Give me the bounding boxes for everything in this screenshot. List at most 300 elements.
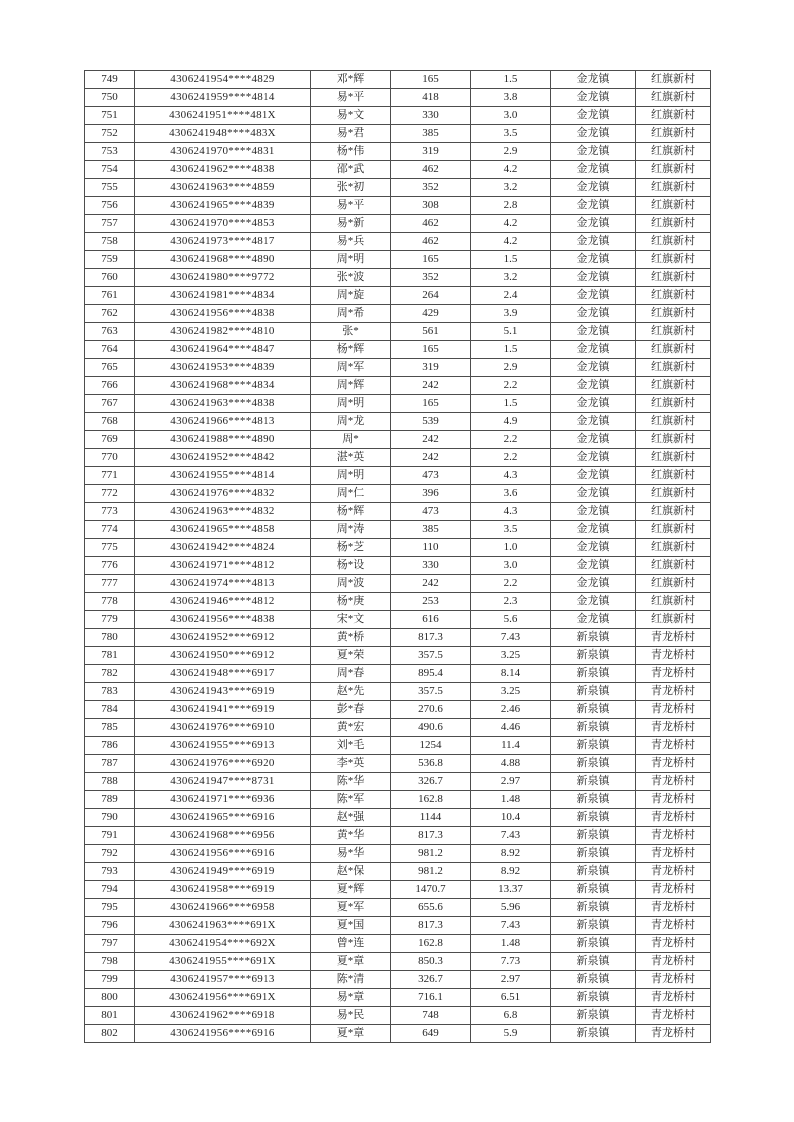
cell-id-number: 4306241988****4890 [135,431,311,449]
cell-village: 青龙桥村 [636,971,711,989]
cell-id-number: 4306241963****4838 [135,395,311,413]
cell-row-number: 771 [85,467,135,485]
cell-amount: 162.8 [391,935,471,953]
cell-amount: 817.3 [391,827,471,845]
cell-person-name: 周*明 [311,395,391,413]
cell-person-name: 李*英 [311,755,391,773]
cell-amount: 110 [391,539,471,557]
cell-town: 新泉镇 [551,1007,636,1025]
cell-town: 新泉镇 [551,989,636,1007]
cell-town: 金龙镇 [551,413,636,431]
cell-id-number: 4306241966****4813 [135,413,311,431]
cell-person-name: 邓*辉 [311,71,391,89]
cell-id-number: 4306241981****4834 [135,287,311,305]
cell-amount: 308 [391,197,471,215]
cell-village: 青龙桥村 [636,881,711,899]
cell-id-number: 4306241949****6919 [135,863,311,881]
cell-town: 金龙镇 [551,359,636,377]
cell-village: 青龙桥村 [636,629,711,647]
table-row [85,161,711,179]
cell-rate: 4.3 [471,503,551,521]
cell-town: 金龙镇 [551,179,636,197]
cell-town: 金龙镇 [551,161,636,179]
cell-id-number: 4306241973****4817 [135,233,311,251]
cell-row-number: 801 [85,1007,135,1025]
cell-town: 新泉镇 [551,935,636,953]
cell-person-name: 陈*军 [311,791,391,809]
cell-row-number: 773 [85,503,135,521]
cell-row-number: 770 [85,449,135,467]
cell-village: 红旗新村 [636,359,711,377]
cell-id-number: 4306241968****6956 [135,827,311,845]
cell-rate: 13.37 [471,881,551,899]
cell-village: 红旗新村 [636,395,711,413]
cell-village: 红旗新村 [636,71,711,89]
cell-amount: 396 [391,485,471,503]
cell-rate: 7.43 [471,827,551,845]
cell-amount: 649 [391,1025,471,1043]
table-row [85,449,711,467]
cell-id-number: 4306241953****4839 [135,359,311,377]
cell-village: 红旗新村 [636,575,711,593]
cell-town: 金龙镇 [551,71,636,89]
table-row [85,899,711,917]
cell-village: 青龙桥村 [636,683,711,701]
cell-amount: 490.6 [391,719,471,737]
cell-row-number: 756 [85,197,135,215]
cell-village: 青龙桥村 [636,845,711,863]
cell-amount: 981.2 [391,863,471,881]
cell-id-number: 4306241970****4831 [135,143,311,161]
cell-person-name: 赵*强 [311,809,391,827]
cell-amount: 655.6 [391,899,471,917]
cell-town: 新泉镇 [551,863,636,881]
cell-row-number: 754 [85,161,135,179]
cell-person-name: 夏*章 [311,953,391,971]
cell-village: 红旗新村 [636,125,711,143]
cell-id-number: 4306241956****6916 [135,1025,311,1043]
cell-person-name: 周*明 [311,251,391,269]
cell-row-number: 774 [85,521,135,539]
cell-town: 金龙镇 [551,611,636,629]
cell-rate: 2.8 [471,197,551,215]
cell-amount: 418 [391,89,471,107]
cell-id-number: 4306241980****9772 [135,269,311,287]
cell-row-number: 797 [85,935,135,953]
table-row [85,611,711,629]
cell-row-number: 795 [85,899,135,917]
table-row [85,287,711,305]
cell-amount: 330 [391,557,471,575]
cell-town: 新泉镇 [551,629,636,647]
cell-id-number: 4306241964****4847 [135,341,311,359]
cell-village: 青龙桥村 [636,737,711,755]
cell-village: 青龙桥村 [636,863,711,881]
cell-person-name: 黄*宏 [311,719,391,737]
cell-id-number: 4306241976****6910 [135,719,311,737]
cell-amount: 817.3 [391,629,471,647]
table-row [85,197,711,215]
cell-town: 金龙镇 [551,287,636,305]
cell-rate: 1.5 [471,341,551,359]
cell-village: 青龙桥村 [636,989,711,1007]
cell-person-name: 周*旋 [311,287,391,305]
table-row [85,395,711,413]
table-row [85,971,711,989]
table-row [85,593,711,611]
table-row [85,791,711,809]
cell-id-number: 4306241965****6916 [135,809,311,827]
cell-person-name: 周*仁 [311,485,391,503]
cell-village: 红旗新村 [636,539,711,557]
cell-row-number: 790 [85,809,135,827]
cell-town: 新泉镇 [551,1025,636,1043]
cell-rate: 4.2 [471,215,551,233]
cell-village: 红旗新村 [636,593,711,611]
cell-rate: 10.4 [471,809,551,827]
cell-amount: 319 [391,143,471,161]
cell-person-name: 宋*文 [311,611,391,629]
cell-village: 青龙桥村 [636,827,711,845]
cell-village: 红旗新村 [636,377,711,395]
cell-row-number: 764 [85,341,135,359]
cell-id-number: 4306241941****6919 [135,701,311,719]
cell-town: 新泉镇 [551,665,636,683]
cell-town: 新泉镇 [551,953,636,971]
table-row [85,917,711,935]
cell-village: 红旗新村 [636,215,711,233]
cell-amount: 817.3 [391,917,471,935]
cell-town: 金龙镇 [551,233,636,251]
cell-rate: 2.2 [471,575,551,593]
cell-village: 红旗新村 [636,197,711,215]
cell-town: 金龙镇 [551,305,636,323]
cell-id-number: 4306241942****4824 [135,539,311,557]
cell-village: 红旗新村 [636,143,711,161]
cell-row-number: 751 [85,107,135,125]
cell-town: 新泉镇 [551,683,636,701]
cell-person-name: 夏*军 [311,899,391,917]
cell-town: 金龙镇 [551,575,636,593]
cell-village: 红旗新村 [636,89,711,107]
cell-rate: 2.9 [471,359,551,377]
cell-rate: 3.5 [471,125,551,143]
cell-village: 红旗新村 [636,413,711,431]
cell-id-number: 4306241958****6919 [135,881,311,899]
cell-town: 金龙镇 [551,449,636,467]
cell-person-name: 刘*毛 [311,737,391,755]
cell-town: 金龙镇 [551,485,636,503]
table-row [85,359,711,377]
cell-amount: 242 [391,575,471,593]
table-row [85,539,711,557]
cell-village: 红旗新村 [636,485,711,503]
cell-town: 金龙镇 [551,323,636,341]
cell-row-number: 779 [85,611,135,629]
table-row [85,485,711,503]
cell-id-number: 4306241963****4859 [135,179,311,197]
table-row [85,935,711,953]
cell-person-name: 周*涛 [311,521,391,539]
cell-rate: 3.5 [471,521,551,539]
cell-amount: 385 [391,521,471,539]
cell-amount: 462 [391,233,471,251]
cell-id-number: 4306241946****4812 [135,593,311,611]
cell-id-number: 4306241950****6912 [135,647,311,665]
cell-person-name: 邵*武 [311,161,391,179]
cell-village: 青龙桥村 [636,1007,711,1025]
cell-village: 红旗新村 [636,431,711,449]
cell-person-name: 黄*华 [311,827,391,845]
cell-person-name: 杨*辉 [311,503,391,521]
cell-id-number: 4306241976****6920 [135,755,311,773]
cell-village: 红旗新村 [636,503,711,521]
cell-row-number: 749 [85,71,135,89]
cell-amount: 330 [391,107,471,125]
cell-row-number: 776 [85,557,135,575]
cell-amount: 352 [391,269,471,287]
cell-row-number: 777 [85,575,135,593]
cell-id-number: 4306241976****4832 [135,485,311,503]
cell-id-number: 4306241955****691X [135,953,311,971]
table-row [85,665,711,683]
cell-rate: 4.3 [471,467,551,485]
table-row [85,89,711,107]
cell-amount: 326.7 [391,971,471,989]
cell-village: 红旗新村 [636,287,711,305]
cell-rate: 3.6 [471,485,551,503]
table-row [85,683,711,701]
cell-town: 金龙镇 [551,593,636,611]
cell-village: 青龙桥村 [636,701,711,719]
cell-town: 金龙镇 [551,89,636,107]
cell-person-name: 易*文 [311,107,391,125]
cell-person-name: 曾*连 [311,935,391,953]
cell-id-number: 4306241955****6913 [135,737,311,755]
cell-rate: 5.6 [471,611,551,629]
cell-rate: 3.0 [471,107,551,125]
cell-town: 金龙镇 [551,521,636,539]
table-row [85,143,711,161]
cell-person-name: 周*龙 [311,413,391,431]
cell-id-number: 4306241956****6916 [135,845,311,863]
cell-row-number: 768 [85,413,135,431]
cell-village: 红旗新村 [636,179,711,197]
cell-row-number: 787 [85,755,135,773]
table-row [85,1007,711,1025]
cell-town: 新泉镇 [551,809,636,827]
table-row [85,215,711,233]
table-row [85,521,711,539]
table-row [85,1025,711,1043]
cell-row-number: 794 [85,881,135,899]
cell-row-number: 796 [85,917,135,935]
cell-amount: 264 [391,287,471,305]
cell-person-name: 杨*辉 [311,341,391,359]
cell-amount: 242 [391,431,471,449]
cell-rate: 4.2 [471,233,551,251]
table-row [85,575,711,593]
cell-id-number: 4306241965****4858 [135,521,311,539]
cell-rate: 3.25 [471,647,551,665]
table-row [85,953,711,971]
cell-amount: 270.6 [391,701,471,719]
table-row [85,341,711,359]
table-row [85,701,711,719]
cell-person-name: 陈*清 [311,971,391,989]
cell-amount: 1470.7 [391,881,471,899]
cell-village: 红旗新村 [636,341,711,359]
cell-person-name: 周*辉 [311,377,391,395]
cell-amount: 473 [391,467,471,485]
cell-rate: 3.2 [471,179,551,197]
cell-amount: 242 [391,449,471,467]
benefit-table [84,70,711,1043]
cell-amount: 462 [391,215,471,233]
cell-rate: 1.5 [471,395,551,413]
cell-id-number: 4306241956****691X [135,989,311,1007]
cell-rate: 3.9 [471,305,551,323]
cell-id-number: 4306241968****4834 [135,377,311,395]
cell-row-number: 757 [85,215,135,233]
cell-town: 新泉镇 [551,773,636,791]
cell-person-name: 周* [311,431,391,449]
cell-amount: 165 [391,341,471,359]
cell-person-name: 彭*春 [311,701,391,719]
cell-town: 新泉镇 [551,737,636,755]
table-row [85,863,711,881]
cell-person-name: 周*明 [311,467,391,485]
cell-person-name: 张*初 [311,179,391,197]
cell-id-number: 4306241970****4853 [135,215,311,233]
cell-row-number: 788 [85,773,135,791]
cell-village: 红旗新村 [636,233,711,251]
cell-town: 金龙镇 [551,557,636,575]
cell-amount: 850.3 [391,953,471,971]
table-row [85,737,711,755]
cell-row-number: 763 [85,323,135,341]
cell-id-number: 4306241955****4814 [135,467,311,485]
cell-id-number: 4306241951****481X [135,107,311,125]
cell-person-name: 周*军 [311,359,391,377]
cell-person-name: 赵*先 [311,683,391,701]
cell-village: 青龙桥村 [636,935,711,953]
cell-row-number: 780 [85,629,135,647]
cell-amount: 539 [391,413,471,431]
cell-town: 金龙镇 [551,125,636,143]
cell-person-name: 易*华 [311,845,391,863]
cell-town: 金龙镇 [551,197,636,215]
cell-rate: 1.48 [471,791,551,809]
table-row [85,827,711,845]
cell-rate: 2.46 [471,701,551,719]
cell-person-name: 夏*荣 [311,647,391,665]
table-row [85,377,711,395]
cell-row-number: 791 [85,827,135,845]
cell-rate: 1.0 [471,539,551,557]
cell-amount: 716.1 [391,989,471,1007]
table-row [85,773,711,791]
cell-town: 金龙镇 [551,467,636,485]
cell-village: 红旗新村 [636,467,711,485]
table-row [85,629,711,647]
cell-amount: 981.2 [391,845,471,863]
cell-rate: 5.1 [471,323,551,341]
cell-rate: 6.8 [471,1007,551,1025]
cell-rate: 3.8 [471,89,551,107]
cell-town: 新泉镇 [551,881,636,899]
cell-row-number: 761 [85,287,135,305]
cell-amount: 162.8 [391,791,471,809]
table-row [85,431,711,449]
cell-person-name: 易*平 [311,197,391,215]
cell-person-name: 陈*华 [311,773,391,791]
cell-village: 红旗新村 [636,557,711,575]
cell-village: 红旗新村 [636,269,711,287]
table-row [85,647,711,665]
cell-town: 金龙镇 [551,143,636,161]
cell-rate: 8.92 [471,863,551,881]
cell-row-number: 767 [85,395,135,413]
cell-row-number: 758 [85,233,135,251]
cell-id-number: 4306241965****4839 [135,197,311,215]
cell-amount: 536.8 [391,755,471,773]
cell-person-name: 易*平 [311,89,391,107]
cell-row-number: 802 [85,1025,135,1043]
cell-row-number: 785 [85,719,135,737]
cell-amount: 352 [391,179,471,197]
cell-row-number: 752 [85,125,135,143]
cell-row-number: 778 [85,593,135,611]
cell-rate: 7.73 [471,953,551,971]
cell-amount: 895.4 [391,665,471,683]
table-row [85,881,711,899]
cell-row-number: 769 [85,431,135,449]
cell-village: 红旗新村 [636,449,711,467]
cell-person-name: 易*章 [311,989,391,1007]
table-row [85,719,711,737]
cell-rate: 7.43 [471,917,551,935]
cell-amount: 561 [391,323,471,341]
cell-id-number: 4306241948****6917 [135,665,311,683]
cell-row-number: 784 [85,701,135,719]
cell-id-number: 4306241963****691X [135,917,311,935]
cell-rate: 1.48 [471,935,551,953]
cell-person-name: 易*新 [311,215,391,233]
cell-amount: 385 [391,125,471,143]
cell-town: 新泉镇 [551,827,636,845]
cell-town: 金龙镇 [551,251,636,269]
cell-town: 新泉镇 [551,719,636,737]
cell-amount: 748 [391,1007,471,1025]
cell-id-number: 4306241963****4832 [135,503,311,521]
cell-rate: 4.2 [471,161,551,179]
table-row [85,71,711,89]
cell-amount: 253 [391,593,471,611]
cell-rate: 11.4 [471,737,551,755]
cell-town: 金龙镇 [551,503,636,521]
cell-id-number: 4306241956****4838 [135,305,311,323]
cell-row-number: 753 [85,143,135,161]
cell-row-number: 793 [85,863,135,881]
cell-person-name: 周*波 [311,575,391,593]
cell-rate: 4.46 [471,719,551,737]
cell-village: 红旗新村 [636,521,711,539]
cell-town: 金龙镇 [551,107,636,125]
cell-row-number: 762 [85,305,135,323]
table-row [85,845,711,863]
cell-rate: 2.2 [471,449,551,467]
